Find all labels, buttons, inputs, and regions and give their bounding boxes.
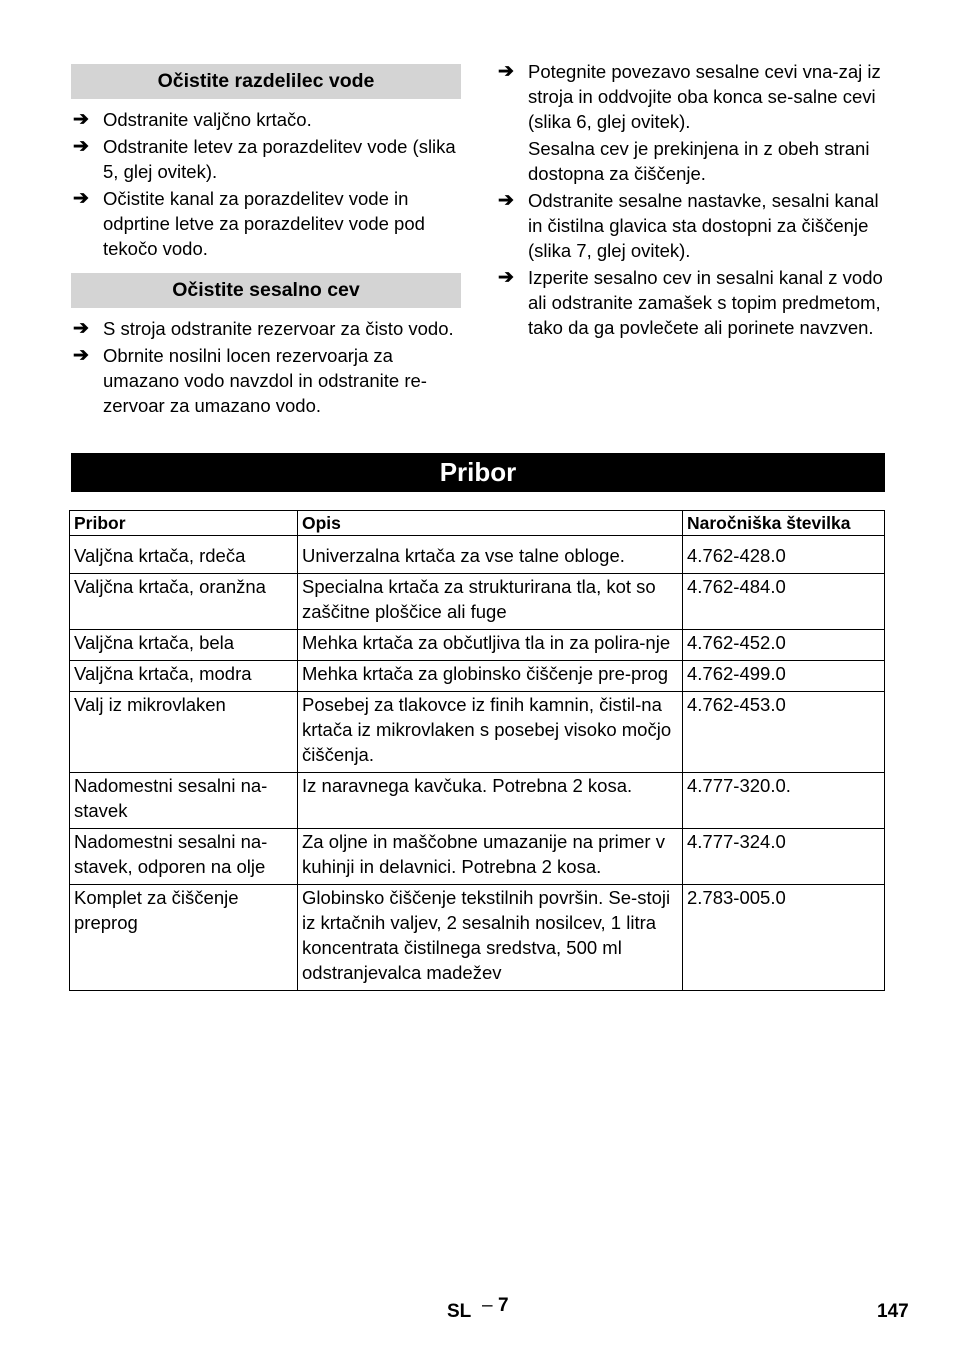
table-row <box>70 828 885 884</box>
cell-accessory: Komplet za čiščenje preprog <box>70 884 298 990</box>
footer-section-page: 7 <box>498 1295 509 1316</box>
header-accessory: Pribor <box>70 511 298 536</box>
list-item <box>71 134 461 184</box>
section-heading-water-distributor: Očistite razdelilec vode <box>71 64 461 99</box>
step-text: Odstranite sesalne nastavke, sesalni kanal in čistilna glavica sta dostopni za čiščenje (slika 7, glej ovitek). <box>528 190 879 261</box>
table-row <box>70 884 885 990</box>
header-order-number: Naročniška številka <box>683 511 885 536</box>
arrow-right-icon: ➔ <box>73 188 89 209</box>
cell-order-number: 4.762-452.0 <box>683 629 885 660</box>
table-row <box>70 660 885 691</box>
header-description: Opis <box>298 511 683 536</box>
step-list-continued <box>496 59 886 134</box>
cell-order-number: 4.777-324.0 <box>683 828 885 884</box>
step-text: Očistite kanal za porazdelitev vode in odprtine letve za porazdelitev vode pod tekočo vodo. <box>103 188 425 259</box>
arrow-right-icon: ➔ <box>73 318 89 339</box>
table-spacer-row <box>70 536 885 543</box>
cell-description: Mehka krtača za globinsko čiščenje pre-prog <box>298 660 683 691</box>
section-heading-suction-hose: Očistite sesalno cev <box>71 273 461 308</box>
cell-accessory: Valjčna krtača, oranžna <box>70 573 298 629</box>
table-row <box>70 543 885 574</box>
cell-description: Iz naravnega kavčuka. Potrebna 2 kosa. <box>298 772 683 828</box>
step-text: S stroja odstranite rezervoar za čisto vodo. <box>103 318 454 339</box>
list-item <box>496 265 886 340</box>
step-list-suction-hose <box>71 316 461 418</box>
cell-description: Za oljne in maščobne umazanije na primer v kuhinji in delavnici. Potrebna 2 kosa. <box>298 828 683 884</box>
table-row <box>70 573 885 629</box>
cell-order-number: 4.762-453.0 <box>683 691 885 772</box>
step-list-water-distributor <box>71 107 461 261</box>
footer-language: SL <box>447 1301 472 1322</box>
arrow-right-icon: ➔ <box>73 109 89 130</box>
table-header-row <box>70 511 885 536</box>
cell-order-number: 2.783-005.0 <box>683 884 885 990</box>
table-row <box>70 691 885 772</box>
spacer-cell <box>298 536 683 543</box>
list-item <box>71 107 461 132</box>
cell-accessory: Valjčna krtača, rdeča <box>70 543 298 574</box>
table-row <box>70 629 885 660</box>
chapter-banner: Pribor <box>71 453 885 492</box>
step-note: Sesalna cev je prekinjena in z obeh strani dostopna za čiščenje. <box>528 138 870 184</box>
spacer-cell <box>70 536 298 543</box>
cell-description: Specialna krtača za strukturirana tla, kot so zaščitne ploščice ali fuge <box>298 573 683 629</box>
table-row <box>70 772 885 828</box>
list-item <box>71 343 461 418</box>
cell-accessory: Nadomestni sesalni na-stavek, odporen na olje <box>70 828 298 884</box>
cell-description: Univerzalna krtača za vse talne obloge. <box>298 543 683 574</box>
cell-accessory: Valj iz mikrovlaken <box>70 691 298 772</box>
right-column <box>496 59 886 342</box>
cell-order-number: 4.762-484.0 <box>683 573 885 629</box>
cell-description: Mehka krtača za občutljiva tla in za polira-nje <box>298 629 683 660</box>
list-item <box>496 59 886 134</box>
step-text: Izperite sesalno cev in sesalni kanal z vodo ali odstranite zamašek s topim predmetom, tako da ga povlečete ali porinete navzven. <box>528 267 883 338</box>
cell-description: Globinsko čiščenje tekstilnih površin. Se-stoji iz krtačnih valjev, 2 sesalnih nosilcev, 1 litra koncentrata čistilnega sredstva, 500 ml odstranjevalca madežev <box>298 884 683 990</box>
list-item <box>496 188 886 263</box>
step-text: Odstranite letev za porazdelitev vode (slika 5, glej ovitek). <box>103 136 456 182</box>
arrow-right-icon: ➔ <box>73 136 89 157</box>
table-body <box>70 536 885 991</box>
list-item <box>71 186 461 261</box>
page-number: 147 <box>877 1301 909 1322</box>
step-text: Obrnite nosilni locen rezervoarja za umazano vodo navzdol in odstranite re-zervoar za umazano vodo. <box>103 345 427 416</box>
footer-dash: – <box>482 1295 493 1316</box>
list-item <box>71 316 461 341</box>
arrow-right-icon: ➔ <box>73 345 89 366</box>
cell-order-number: 4.777-320.0. <box>683 772 885 828</box>
cell-accessory: Valjčna krtača, modra <box>70 660 298 691</box>
step-text: Potegnite povezavo sesalne cevi vna-zaj iz stroja in oddvojite oba konca se-salne cevi (slika 6, glej ovitek). <box>528 61 881 132</box>
arrow-right-icon: ➔ <box>498 190 514 211</box>
cell-order-number: 4.762-499.0 <box>683 660 885 691</box>
accessories-table <box>69 510 885 991</box>
cell-accessory: Valjčna krtača, bela <box>70 629 298 660</box>
cell-order-number: 4.762-428.0 <box>683 543 885 574</box>
step-text: Odstranite valjčno krtačo. <box>103 109 312 130</box>
cell-accessory: Nadomestni sesalni na-stavek <box>70 772 298 828</box>
left-column <box>71 64 461 420</box>
step-list-continued-2 <box>496 188 886 340</box>
cell-description: Posebej za tlakovce iz finih kamnin, čistil-na krtača iz mikrovlaken s posebej visoko močjo čiščenja. <box>298 691 683 772</box>
arrow-right-icon: ➔ <box>498 61 514 82</box>
arrow-right-icon: ➔ <box>498 267 514 288</box>
spacer-cell <box>683 536 885 543</box>
